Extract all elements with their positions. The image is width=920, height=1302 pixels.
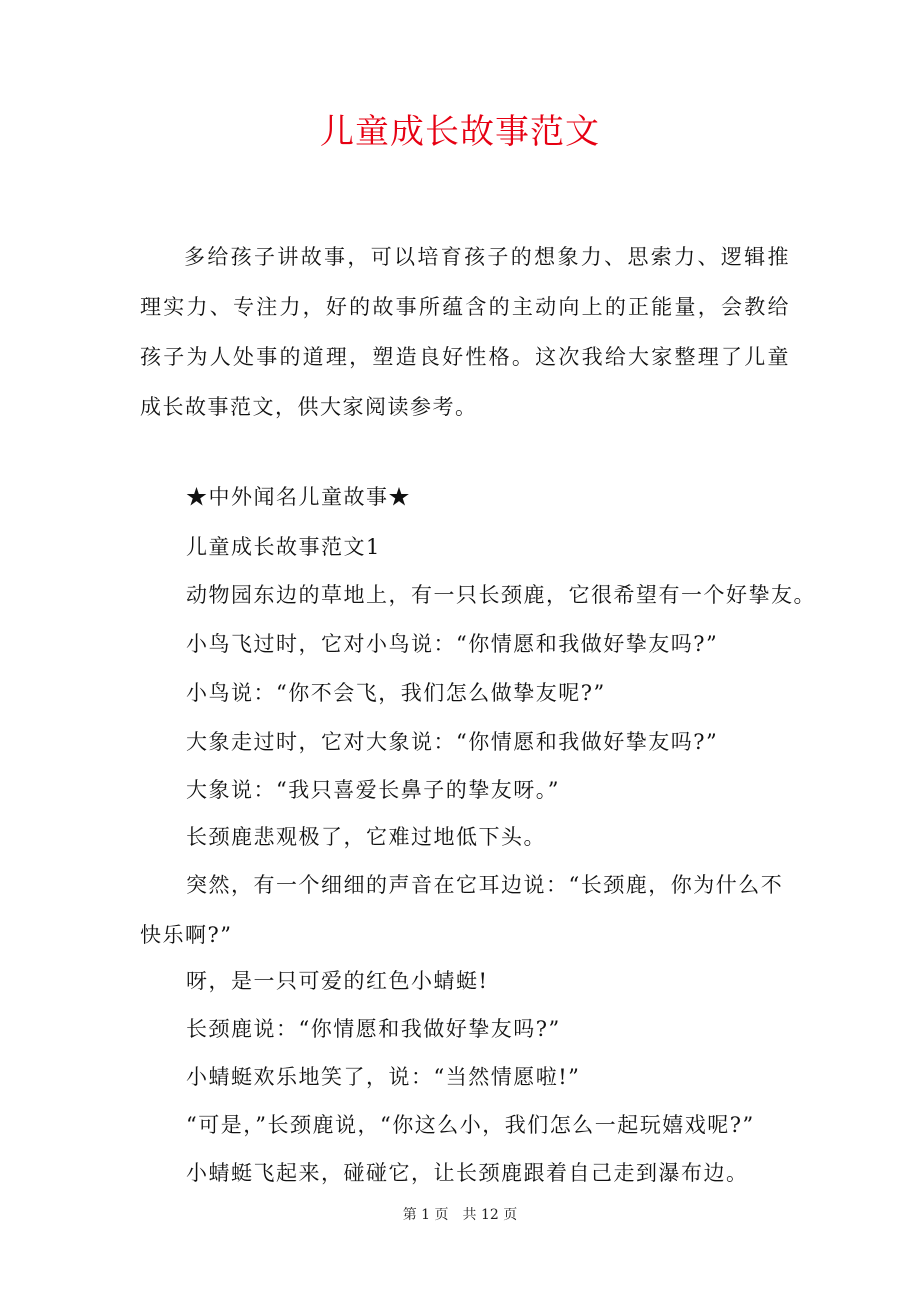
story-line: 呀，是一只可爱的红色小蜻蜓! (186, 969, 489, 993)
story-line: 动物园东边的草地上，有一只长颈鹿，它很希望有一个好挚友。 (186, 583, 816, 607)
story-line: 大象说：“我只喜爱长鼻子的挚友呀。” (186, 778, 560, 802)
story-line: 长颈鹿悲观极了，它难过地低下头。 (186, 825, 546, 849)
story-line: “可是，”长颈鹿说，“你这么小，我们怎么一起玩嬉戏呢?” (186, 1113, 755, 1137)
story-heading: 儿童成长故事范文1 (186, 535, 381, 559)
document-title: 儿童成长故事范文 (320, 112, 600, 152)
story-line: 长颈鹿说：“你情愿和我做好挚友吗?” (186, 1017, 561, 1041)
story-line: 小鸟说：“你不会飞，我们怎么做挚友呢?” (186, 681, 606, 705)
story-line: 大象走过时，它对大象说：“你情愿和我做好挚友吗?” (186, 730, 719, 754)
story-wrapped-line: 突然，有一个细细的声音在它耳边说：“长颈鹿，你为什么不快乐啊?” (140, 873, 784, 947)
page-footer: 第 1 页 共 12 页 (402, 1207, 518, 1223)
story-line: 小鸟飞过时，它对小鸟说：“你情愿和我做好挚友吗?” (186, 632, 719, 656)
story-line: 小蜻蜓飞起来，碰碰它，让长颈鹿跟着自己走到瀑布边。 (186, 1161, 749, 1185)
section-heading: ★中外闻名儿童故事★ (186, 485, 411, 509)
story-line: 小蜻蜓欢乐地笑了，说：“当然情愿啦!” (186, 1065, 581, 1089)
intro-paragraph: 多给孩子讲故事，可以培育孩子的想象力、思索力、逻辑推理实力、专注力，好的故事所蕴含的主动向上的正能量，会教给孩子为人处事的道理，塑造良好性格。这次我给大家整理了儿童成长故事范文，供大家阅读参考。 (140, 245, 790, 419)
